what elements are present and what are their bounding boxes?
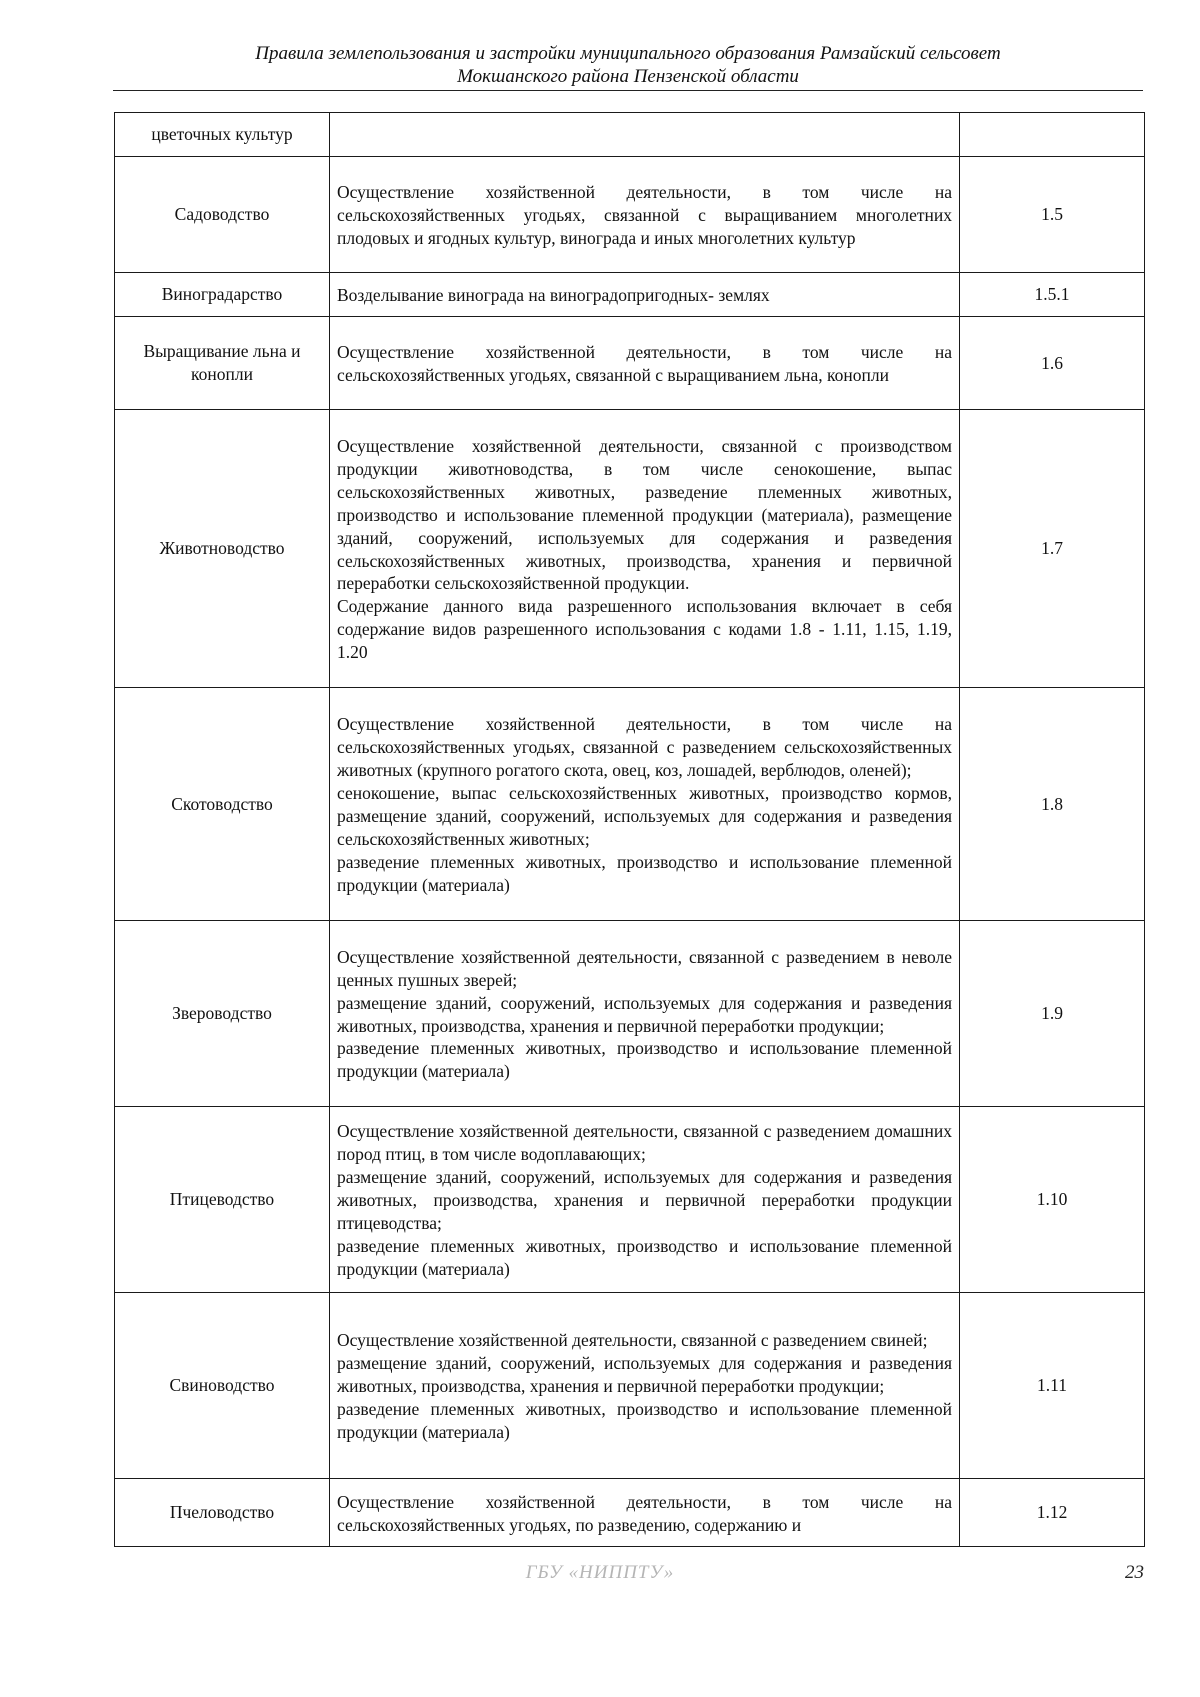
table-row [115, 921, 1145, 1107]
description-paragraph: разведение племенных животных, производство и использование племенной продукции (материала) [337, 1398, 952, 1442]
use-type-code: 1.9 [960, 921, 1145, 1107]
use-type-name-text: Свиноводство [169, 1375, 275, 1396]
use-type-name [115, 317, 330, 410]
header-line-2: Мокшанского района Пензенской области [457, 66, 799, 87]
use-type-name-text: Садоводство [174, 204, 270, 225]
footer-organization: ГБУ «НИППТУ» [525, 1562, 675, 1583]
use-type-name-text: Виноградарство [161, 284, 283, 305]
use-type-code: 1.7 [960, 410, 1145, 688]
description-paragraph: сенокошение, выпас сельскохозяйственных животных, производство кормов, размещение зданий, сооружений, используемых для содержания и разведения сельскохозяйственных животных; [337, 783, 952, 849]
description-paragraph: Содержание данного вида разрешенного использования включает в себя содержание видов разрешенного использования с кодами 1.8 - 1.11, 1.15, 1.19, 1.20 [337, 596, 952, 663]
use-type-name [115, 113, 330, 157]
description-paragraph: Осуществление хозяйственной деятельности, в том числе на сельскохозяйственных угодьях, связанной с выращиванием льна, конопли [337, 342, 952, 385]
use-type-name-text: Животноводство [159, 538, 285, 559]
use-type-name-text: Выращивание льна и конопли [143, 341, 301, 384]
header-line-1: Правила землепользования и застройки муниципального образования Рамзайский сельсовет [255, 43, 1001, 64]
description-paragraph: Осуществление хозяйственной деятельности, связанной с разведением домашних пород птиц, в том числе водоплавающих; [337, 1121, 952, 1165]
table-row [115, 113, 1145, 157]
description-paragraph: размещение зданий, сооружений, используемых для содержания и разведения животных, производства, хранения и первичной переработки продукции; [337, 1353, 952, 1397]
use-type-name [115, 688, 330, 921]
description-paragraph: Осуществление хозяйственной деятельности, в том числе на сельскохозяйственных угодьях, связанной с выращиванием многолетних плодовых и ягодных культур, винограда и иных многолетних культур [337, 182, 952, 248]
use-type-name-text: Звероводство [172, 1003, 272, 1024]
description-paragraph: разведение племенных животных, производство и использование племенной продукции (материала) [337, 1235, 952, 1279]
use-type-name [115, 157, 330, 273]
use-type-name-text: Скотоводство [171, 793, 273, 814]
table-row [115, 273, 1145, 317]
use-type-code: 1.10 [960, 1107, 1145, 1293]
use-type-name [115, 1293, 330, 1479]
description-paragraph: разведение племенных животных, производство и использование племенной продукции (материала) [337, 1038, 952, 1082]
land-use-table [114, 112, 1145, 1547]
use-type-name-text: Птицеводство [169, 1189, 275, 1210]
table-row [115, 1293, 1145, 1479]
use-type-description [330, 688, 960, 921]
table-row [115, 317, 1145, 410]
page-number: 23 [1125, 1562, 1144, 1583]
table-row [115, 410, 1145, 688]
use-type-name-text: цветочных культур [151, 124, 293, 145]
use-type-code: 1.11 [960, 1293, 1145, 1479]
table-row [115, 1107, 1145, 1293]
use-type-code: 1.12 [960, 1479, 1145, 1547]
use-type-description [330, 113, 960, 157]
header-rule [113, 90, 1143, 91]
use-type-name [115, 410, 330, 688]
use-type-description [330, 410, 960, 688]
use-type-name [115, 273, 330, 317]
use-type-name-text: Пчеловодство [169, 1502, 275, 1523]
use-type-code: 1.8 [960, 688, 1145, 921]
use-type-description [330, 157, 960, 273]
description-paragraph: размещение зданий, сооружений, используемых для содержания и разведения животных, производства, хранения и первичной переработки продукции птицеводства; [337, 1167, 952, 1233]
description-paragraph: Возделывание винограда на виноградопригодных- землях [337, 285, 770, 306]
use-type-name [115, 921, 330, 1107]
description-paragraph: Осуществление хозяйственной деятельности, связанной с разведением в неволе ценных пушных зверей; [337, 946, 952, 990]
description-paragraph: Осуществление хозяйственной деятельности, в том числе на сельскохозяйственных угодьях, связанной с разведением сельскохозяйственных животных (крупного рогатого скота, овец, коз, лошадей, верблюдов, оленей); [337, 714, 952, 781]
description-paragraph: Осуществление хозяйственной деятельности, связанной с производством продукции животноводства, в том числе сенокошение, выпас сельскохозяйственных животных, разведение племенных животных, производство и использование племенной продукции (материала), размещение зданий, сооружений, используемых для содержания и разведения сельскохозяйственных животных, производства, хранения и первичной переработки сельскохозяйственной продукции. [337, 435, 952, 594]
use-type-code: 1.5.1 [960, 273, 1145, 317]
description-paragraph: Осуществление хозяйственной деятельности, связанной с разведением свиней; [337, 1330, 928, 1351]
use-type-description [330, 1293, 960, 1479]
use-type-description [330, 273, 960, 317]
table-row [115, 157, 1145, 273]
table-row [115, 1479, 1145, 1547]
description-paragraph: разведение племенных животных, производство и использование племенной продукции (материала) [337, 851, 952, 895]
use-type-description [330, 1107, 960, 1293]
description-paragraph: Осуществление хозяйственной деятельности, в том числе на сельскохозяйственных угодьях, по разведению, содержанию и [337, 1491, 952, 1535]
use-type-code [960, 113, 1145, 157]
use-type-description [330, 317, 960, 410]
use-type-code: 1.5 [960, 157, 1145, 273]
use-type-name [115, 1107, 330, 1293]
use-type-description [330, 921, 960, 1107]
use-type-code: 1.6 [960, 317, 1145, 410]
table-row [115, 688, 1145, 921]
use-type-description [330, 1479, 960, 1547]
page-header [113, 42, 1143, 88]
description-paragraph: размещение зданий, сооружений, используемых для содержания и разведения животных, производства, хранения и первичной переработки продукции; [337, 992, 952, 1036]
use-type-name [115, 1479, 330, 1547]
